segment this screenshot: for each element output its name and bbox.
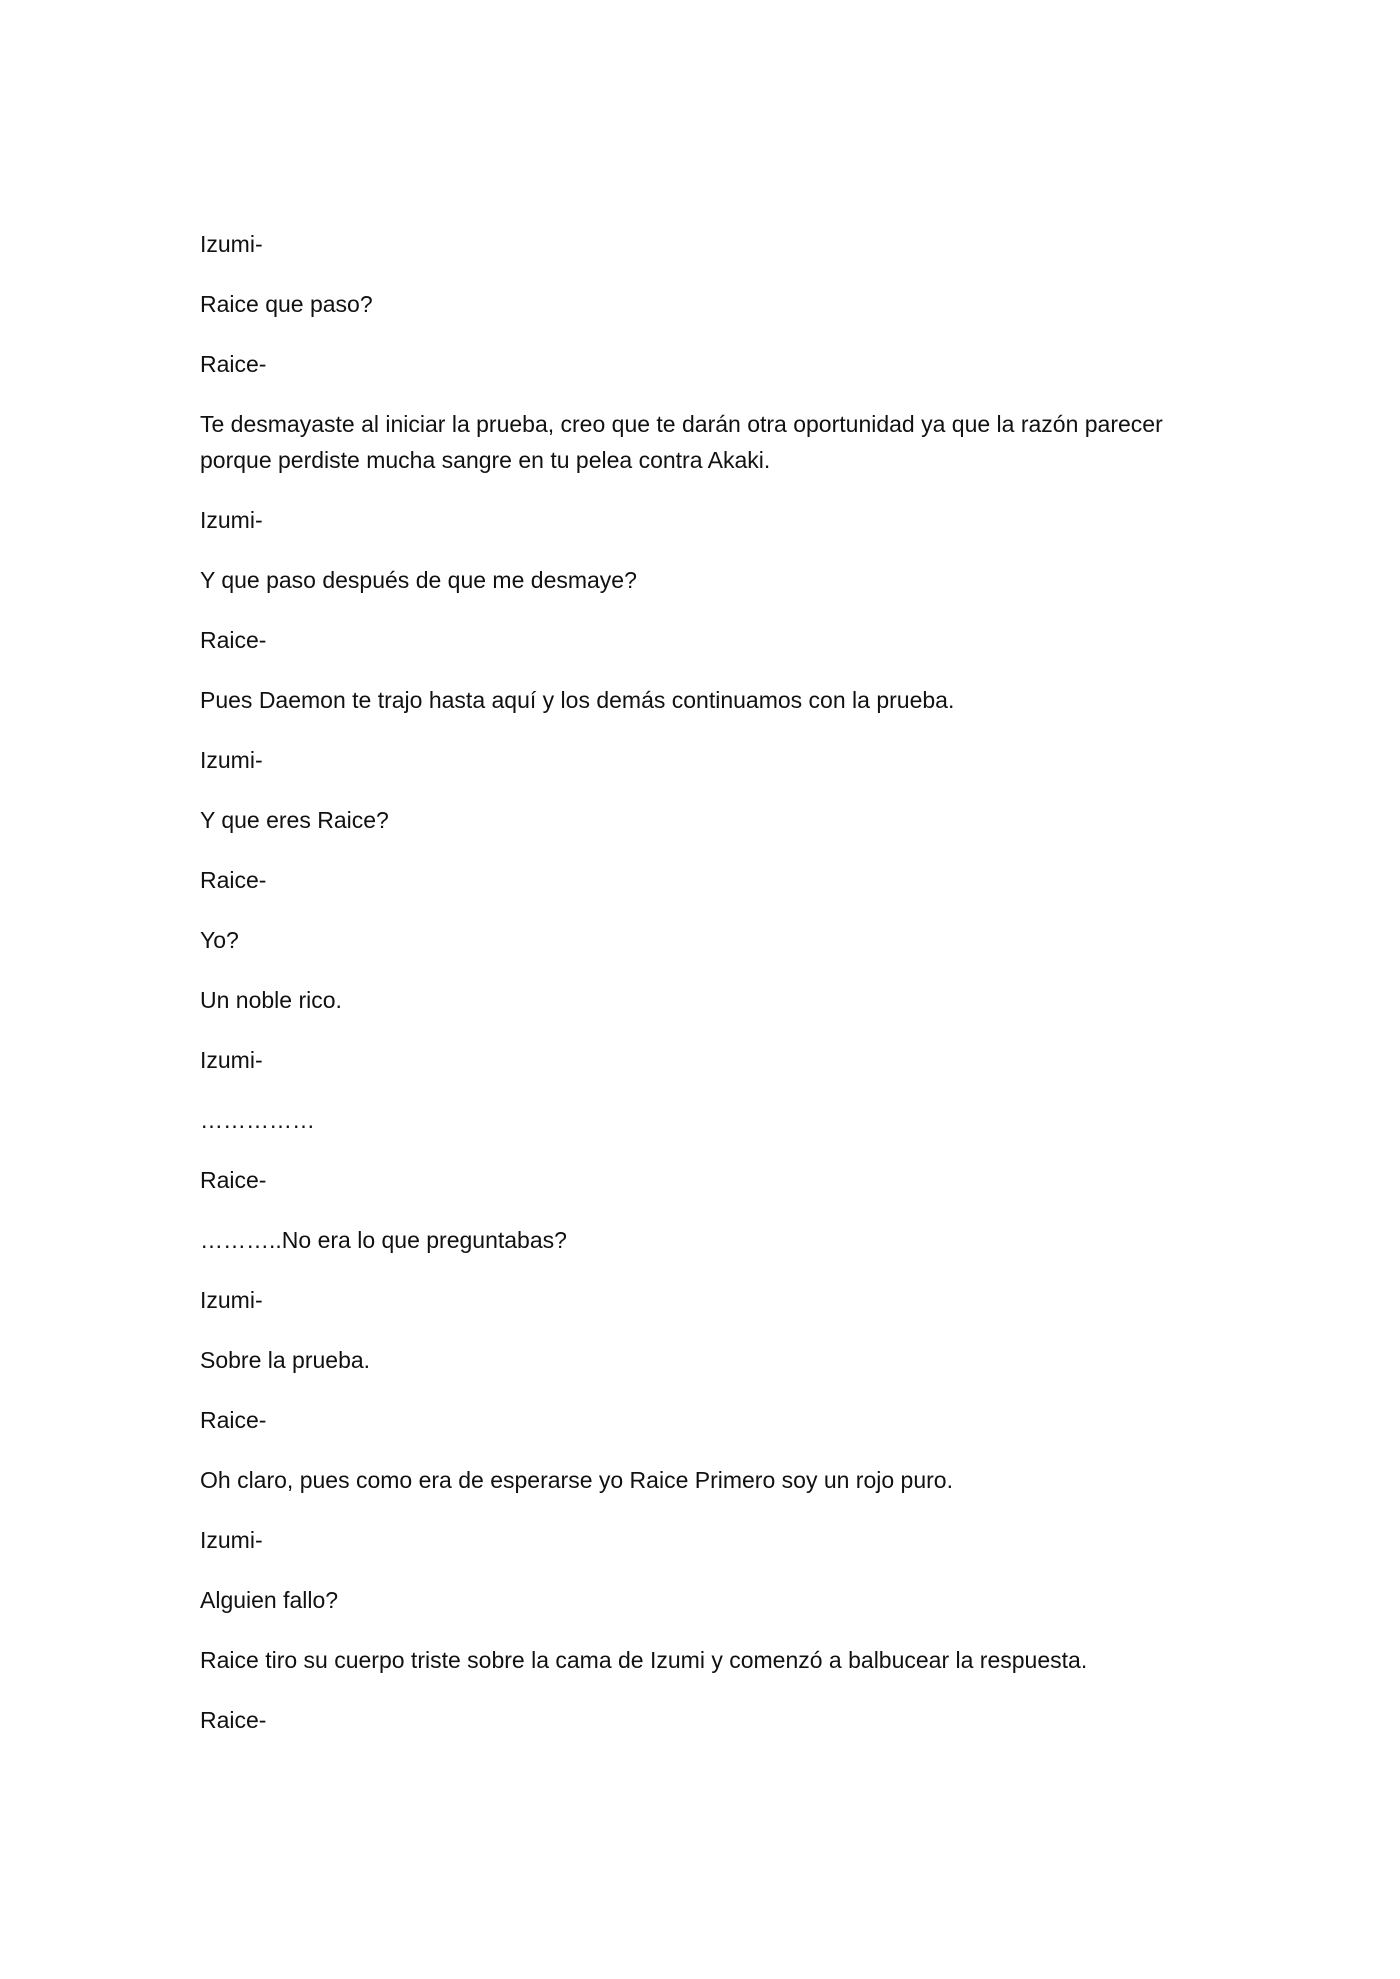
dialogue-line: Alguien fallo?	[200, 1587, 339, 1613]
dialogue-line: ……………	[200, 1107, 315, 1133]
speaker-label: Izumi-	[200, 231, 263, 257]
speaker-label: Raice-	[200, 351, 267, 377]
dialogue-line: Te desmayaste al iniciar la prueba, creo que te darán otra oportunidad ya que la razón parecer porque perdiste mucha sangre en tu pelea contra Akaki.	[200, 411, 1163, 473]
dialogue-line: Oh claro, pues como era de esperarse yo Raice Primero soy un rojo puro.	[200, 1467, 953, 1493]
speaker-label: Raice-	[200, 627, 267, 653]
speaker-label: Raice-	[200, 1707, 267, 1733]
speaker-label: Raice-	[200, 1167, 267, 1193]
dialogue-line: Un noble rico.	[200, 987, 342, 1013]
dialogue-line: Y que paso después de que me desmaye?	[200, 567, 637, 593]
speaker-label: Izumi-	[200, 507, 263, 533]
dialogue-line: ………..No era lo que preguntabas?	[200, 1227, 567, 1253]
speaker-label: Izumi-	[200, 1047, 263, 1073]
document-body	[200, 226, 1200, 1762]
narration-line: Raice tiro su cuerpo triste sobre la cama de Izumi y comenzó a balbucear la respuesta.	[200, 1647, 1088, 1673]
dialogue-line: Raice que paso?	[200, 291, 373, 317]
speaker-label: Raice-	[200, 1407, 267, 1433]
dialogue-line: Pues Daemon te trajo hasta aquí y los demás continuamos con la prueba.	[200, 687, 955, 713]
speaker-label: Izumi-	[200, 1287, 263, 1313]
dialogue-line: Yo?	[200, 927, 239, 953]
speaker-label: Raice-	[200, 867, 267, 893]
speaker-label: Izumi-	[200, 1527, 263, 1553]
speaker-label: Izumi-	[200, 747, 263, 773]
dialogue-line: Y que eres Raice?	[200, 807, 389, 833]
dialogue-line: Sobre la prueba.	[200, 1347, 371, 1373]
